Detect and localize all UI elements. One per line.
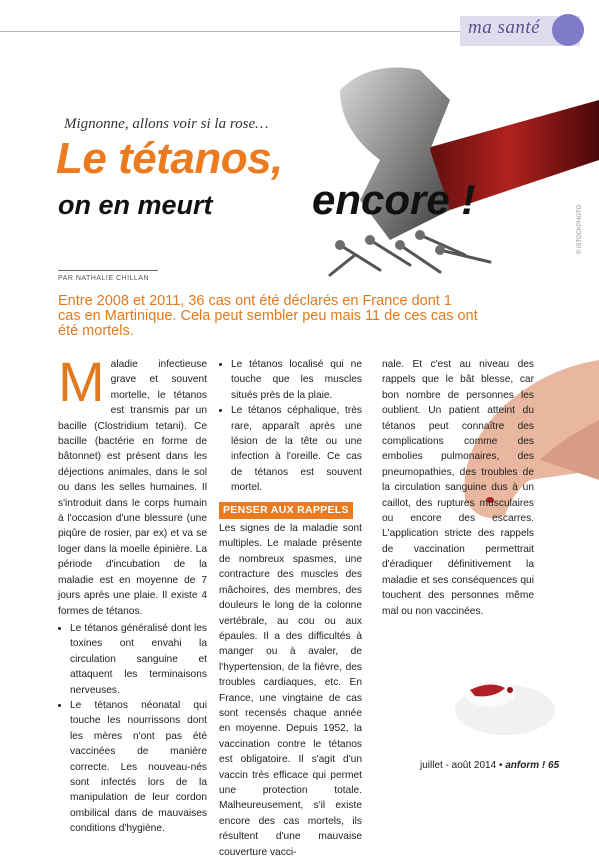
kicker: Mignonne, allons voir si la rose… <box>64 116 269 132</box>
title-line-2a: on en meurt <box>58 190 213 220</box>
cotton-swab-image <box>450 660 560 740</box>
article-column-2 <box>219 357 362 860</box>
section-rule <box>0 31 460 32</box>
author-rule <box>58 270 158 271</box>
dropcap: M <box>58 350 105 413</box>
author-byline: PAR NATHALIE CHILLAN <box>58 275 150 282</box>
bullet-item: • Le tétanos néonatal qui touche les nourrissons dont les mères n'ont pas été vaccinées de manière correcte. Les nouveau-nés sont infectés lors de la manipulation de leur cordon ombilical dans de mauvaises conditions d'hygiène. <box>70 698 207 837</box>
title-line-2b: encore ! <box>312 176 476 223</box>
col2-paragraph: Les signes de la maladie sont multiples. Le malade présente de nombreux spasmes, une contracture des muscles des mâchoires, des membres, des douleurs le long de la colonne vertébrale, au cou ou aux épaules. Il a des difficultés à manger ou à avaler, de l'hypertension, de la fièvre, des troubles cardiaques, etc. En France, une vingtaine de cas sont recensés chaque année en moyenne. Depuis 1952, la vaccination contre le tétanos est obligatoire. Il s'agit d'un vaccin très efficace qui permet une protection totale. Malheureusement, s'il existe encore des cas mortels, ils résultent d'une mauvaise couverture vacci- <box>219 523 362 858</box>
col1-paragraph: aladie infectieuse grave et souvent mortelle, le tétanos est transmis par un bacille (Clostridium tetani). Ce bacille (bactérie en forme de bâtonnet) est présent dans les déjections animales, dans le sol ou dans les selles humaines. Il s'introduit dans le corps humain à l'occasion d'une blessure (une piqûre de rosier, par ex) et va se loger dans la moelle épinière. La période d'incubation de la maladie est en moyenne de 7 jours après une plaie. Il existe 4 formes de tétanos. <box>58 359 207 617</box>
bullet-item: • Le tétanos céphalique, très rare, apparaît après une lésion de la tête ou une infection à l'oreille. Ce cas de tétanos est souvent mortel. <box>231 403 362 495</box>
page-footer <box>420 760 559 771</box>
section-heading: PENSER AUX RAPPELS <box>219 502 353 519</box>
article-column-1 <box>58 350 207 837</box>
footer-issue: juillet - août 2014 • <box>420 760 506 771</box>
footer-magazine: anform ! <box>505 760 546 771</box>
col3-paragraph: nale. Et c'est au niveau des rappels que le bât blesse, car bon nombre de personnes les oublient. Un patient atteint du tétanos peut connaître des complications comme des embolies pulmonaires, des pneumopathies, des troubles de la circulation sanguine dus à un caillot, des ruptures musculaires ou encore des escarres. L'application stricte des rappels de vaccination permettrait d'éradiquer définitivement la maladie et ses conséquences qui touchent des personnes même mal ou non vaccinées. <box>382 359 534 617</box>
lead-paragraph: Entre 2008 et 2011, 36 cas ont été déclarés en France dont 1 cas en Martinique. Cela peut sembler peu mais 11 de ces cas ont été mortels. <box>58 293 478 339</box>
bullet-item: • Le tétanos généralisé dont les toxines ont envahi la circulation sanguine et attaquent les terminaisons nerveuses. <box>70 621 207 698</box>
section-label: ma santé <box>468 17 541 38</box>
photo-credit: © iSTOCKPHOTO <box>577 204 583 254</box>
hammer-nails-image <box>300 40 599 280</box>
footer-page-number: 65 <box>545 760 560 771</box>
article-column-3 <box>382 357 534 619</box>
title-line-1: Le tétanos, <box>56 134 283 183</box>
bullet-item: • Le tétanos localisé qui ne touche que les muscles situés près de la plaie. <box>231 357 362 403</box>
